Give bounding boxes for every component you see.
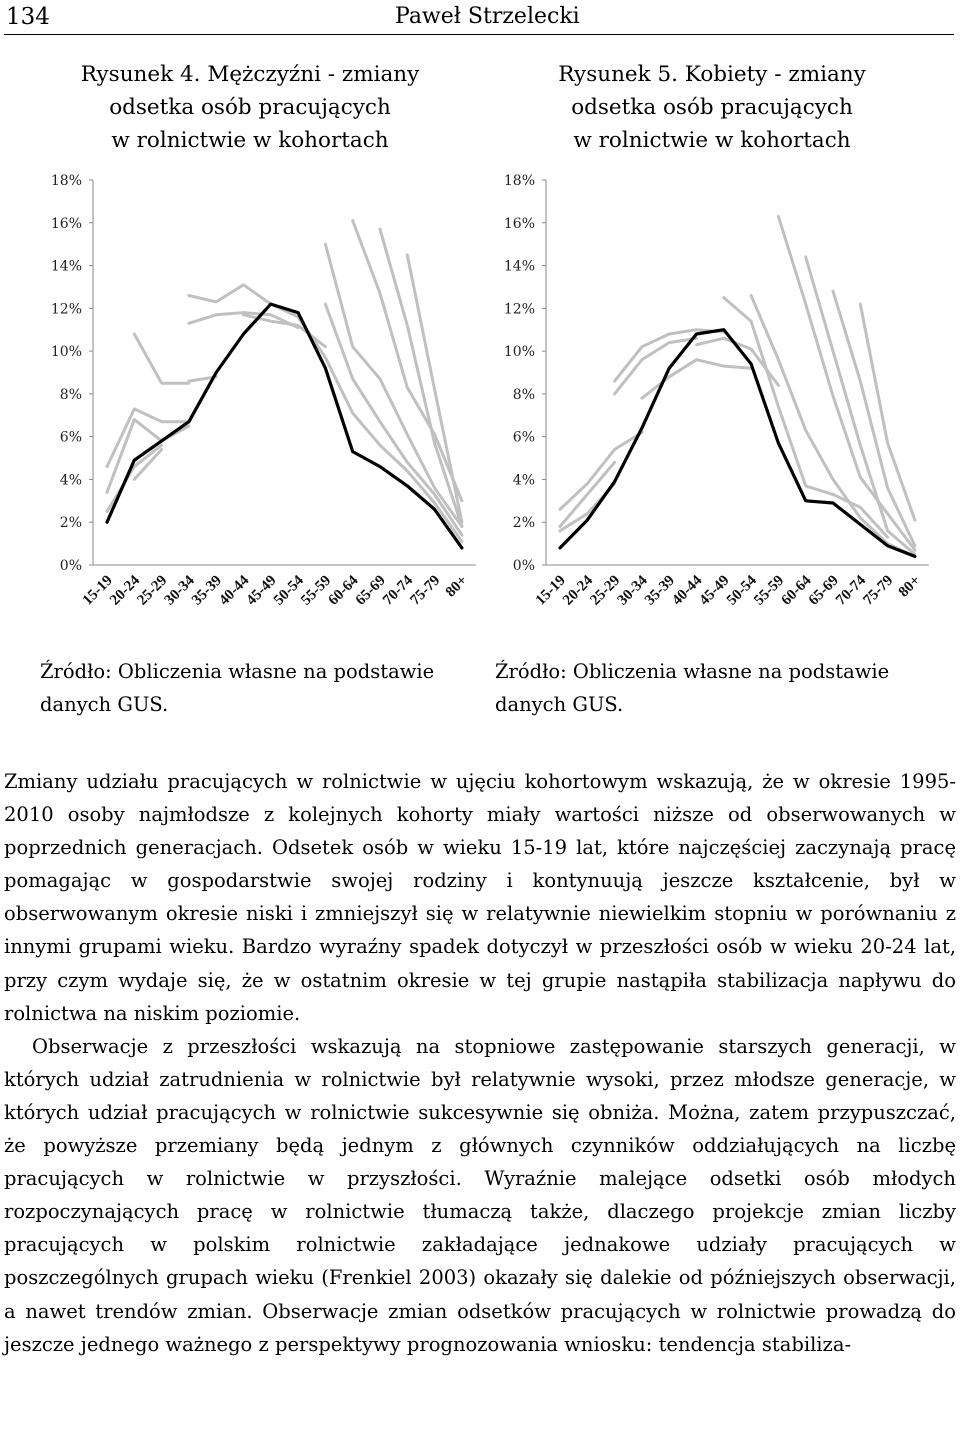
x-tick-label: 20-24 <box>560 572 597 609</box>
x-tick-label: 25-29 <box>587 572 624 609</box>
x-tick-label: 55-59 <box>298 572 335 609</box>
x-tick-label: 35-39 <box>188 572 226 609</box>
y-tick-label: 4% <box>512 472 535 489</box>
x-tick-label: 25-29 <box>134 572 171 609</box>
source-line: danych GUS. <box>40 693 169 716</box>
paragraph: Obserwacje z przeszłości wskazują na stopniowe zastępowanie starszych generacji, w których udział zatrudnienia w rolnictwie był relatywnie wysoki, przez młodsze generacje, w których udział pracujących w rolnictwie sukcesywnie się obniża. Można, zatem przypuszczać, że powyższe przemiany będą jednym z głównych czynników oddziałujących na liczbę pracujących w rolnictwie w przyszłości. Wyraźnie malejące odsetki osób młodych rozpoczynających pracę w rolnictwie tłumaczą także, dlaczego projekcje zmian liczby pracujących w polskim rolnictwie zakładające jednakowe udziały pracujących w poszczególnych grupach wieku (Frenkiel 2003) okazały się dalekie od późniejszych obserwacji, a nawet trendów zmian. Obserwacje zmian odsetków pracujących w rolnictwie prowadzą do jeszcze jednego ważnego z perspektywy prognozowania wniosku: tendencja stabiliza- <box>4 1034 956 1356</box>
running-head-author: Paweł Strzelecki <box>395 4 580 29</box>
x-tick-label: 55-59 <box>751 572 788 609</box>
figure-title-line: Rysunek 4. Mężczyźni - zmiany <box>80 62 420 87</box>
figure-5-source <box>495 655 945 721</box>
source-line: Źródło: Obliczenia własne na podstawie <box>495 660 890 683</box>
figure-title-line: odsetka osób pracujących <box>109 95 391 120</box>
y-tick-label: 14% <box>503 258 535 275</box>
x-tick-label: 15-19 <box>532 572 569 609</box>
x-tick-label: 35-39 <box>641 572 679 609</box>
cohort-series-line <box>134 334 189 383</box>
y-tick-label: 2% <box>59 515 82 532</box>
y-tick-label: 6% <box>59 429 82 446</box>
x-tick-label: 75-79 <box>860 572 897 609</box>
y-tick-label: 14% <box>50 258 82 275</box>
x-tick-label: 30-34 <box>614 572 651 609</box>
x-tick-label: 40-44 <box>216 572 253 609</box>
x-tick-label: 60-64 <box>325 572 362 609</box>
y-tick-label: 12% <box>50 301 82 318</box>
x-tick-label: 60-64 <box>778 572 815 609</box>
figure-title-line: odsetka osób pracujących <box>571 95 853 120</box>
main-series-line <box>560 330 915 557</box>
x-tick-label: 80+ <box>895 572 924 601</box>
x-tick-label: 80+ <box>442 572 471 601</box>
chart-women-cohorts <box>483 160 943 640</box>
y-tick-label: 0% <box>512 558 535 574</box>
page-number: 134 <box>6 4 50 30</box>
figure-5-title <box>482 58 942 157</box>
source-line: Źródło: Obliczenia własne na podstawie <box>40 660 435 683</box>
y-tick-label: 8% <box>512 386 535 403</box>
x-tick-label: 70-74 <box>833 572 870 609</box>
page-header <box>0 0 960 32</box>
y-tick-label: 10% <box>503 344 535 361</box>
y-tick-label: 16% <box>50 215 82 232</box>
y-tick-label: 4% <box>59 472 82 489</box>
y-tick-label: 2% <box>512 515 535 532</box>
cohort-series-line <box>325 244 462 526</box>
x-tick-label: 30-34 <box>161 572 198 609</box>
x-tick-label: 65-69 <box>352 572 389 609</box>
cohort-series-line <box>380 229 462 526</box>
x-tick-label: 75-79 <box>407 572 444 609</box>
x-tick-label: 20-24 <box>107 572 144 609</box>
figure-4-title <box>20 58 480 157</box>
x-tick-label: 65-69 <box>805 572 842 609</box>
x-tick-label: 50-54 <box>723 572 760 609</box>
x-tick-label: 70-74 <box>380 572 417 609</box>
x-tick-label: 45-49 <box>696 572 733 609</box>
header-rule <box>4 34 954 35</box>
cohort-series-line <box>353 221 462 501</box>
main-series-line <box>107 304 462 548</box>
y-tick-label: 16% <box>503 215 535 232</box>
body-text <box>4 765 956 1361</box>
cohort-series-line <box>833 291 915 546</box>
figure-4-source <box>40 655 490 721</box>
figure-title-line: w rolnictwie w kohortach <box>111 128 389 153</box>
y-tick-label: 12% <box>503 301 535 318</box>
chart-men-cohorts <box>30 160 480 640</box>
figure-title-line: w rolnictwie w kohortach <box>573 128 851 153</box>
paragraph: Zmiany udziału pracujących w rolnictwie w ujęciu kohortowym wskazują, że w okresie 1995-2010 osoby najmłodsze z kolejnych kohorty miały wartości niższe od obserwowanych w poprzednich generacjach. Odsetek osób w wieku 15-19 lat, które najczęściej zaczynają pracę pomagając w gospodarstwie swojej rodziny i kontynuują jeszcze kształcenie, był w obserwowanym okresie niski i zmniejszył się w relatywnie niewielkim stopniu w porównaniu z innymi grupami wieku. Bardzo wyraźny spadek dotyczył w przeszłości osób w wieku 20-24 lat, przy czym wydaje się, że w ostatnim okresie w tej grupie nastąpiła stabilizacja napływu do rolnictwa na niskim poziomie. <box>4 770 956 1025</box>
figure-title-line: Rysunek 5. Kobiety - zmiany <box>558 62 866 87</box>
y-tick-label: 6% <box>512 429 535 446</box>
y-tick-label: 18% <box>50 173 82 189</box>
y-tick-label: 10% <box>50 344 82 361</box>
y-tick-label: 0% <box>59 558 82 574</box>
cohort-series-line <box>298 317 462 542</box>
x-tick-label: 45-49 <box>243 572 280 609</box>
source-line: danych GUS. <box>495 693 624 716</box>
y-tick-label: 8% <box>59 386 82 403</box>
y-tick-label: 18% <box>503 173 535 189</box>
x-tick-label: 15-19 <box>79 572 116 609</box>
x-tick-label: 40-44 <box>669 572 706 609</box>
x-tick-label: 50-54 <box>270 572 307 609</box>
